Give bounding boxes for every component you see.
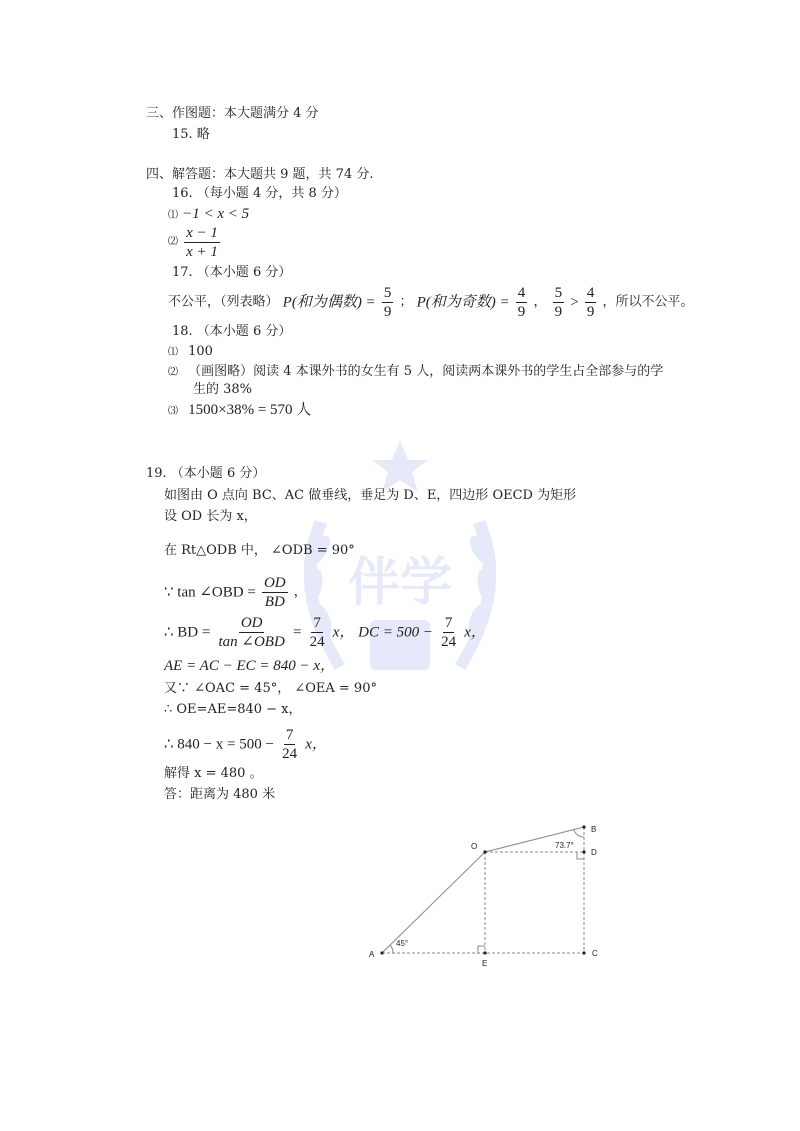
q17-even-fraction <box>382 284 394 321</box>
label-d: D <box>591 848 597 857</box>
q18-part3-answer: 1500×38% = 570 人 <box>188 402 312 418</box>
q19-line8: ∴ OE=AE=840 − x， <box>164 702 302 717</box>
q18-heading: 18. （本小题 6 分） <box>172 324 292 339</box>
q17-compare-b-den: 9 <box>586 304 595 320</box>
q17-conclusion: ，所以不公平。 <box>602 294 694 310</box>
segment-ao <box>382 852 485 953</box>
q19-line10: 解得 x = 480 。 <box>164 766 263 781</box>
q19-line9-prefix: ∴ 840 − x = 500 − <box>164 736 274 753</box>
q16-part2-number: ⑵ <box>168 236 178 248</box>
q18-part1-answer: 100 <box>188 344 213 359</box>
q17-odd-den: 9 <box>517 304 526 320</box>
q17-compare-b <box>585 284 597 321</box>
label-c: C <box>592 949 598 958</box>
q15-answer: 15. 略 <box>172 127 210 142</box>
q16-part2-fraction <box>184 224 220 261</box>
q17-p-even: P(和为偶数) = <box>282 294 376 311</box>
q19-line4-fraction <box>262 574 288 611</box>
q16-part1-answer: −1 < x < 5 <box>182 206 250 222</box>
angle-arc-b <box>574 830 584 837</box>
q19-line9-fraction <box>280 726 299 763</box>
q16-part1 <box>168 205 249 225</box>
q19-line5-ratio2-num: 7 <box>444 615 453 631</box>
q19-line4-num: OD <box>263 575 286 591</box>
q19-heading: 19. （本小题 6 分） <box>146 466 266 481</box>
q19-line4-den: BD <box>264 594 285 610</box>
q19-line5 <box>164 614 486 651</box>
section-3-title: 三、作图题：本大题满分 4 分 <box>146 106 319 121</box>
q16-part1-number: ⑴ <box>168 210 178 221</box>
q19-line9-tail: x， <box>305 736 327 753</box>
q16-heading: 16. （每小题 4 分，共 8 分） <box>172 186 347 201</box>
q17-verdict: 不公平，（列表略） <box>168 294 279 310</box>
q19-line5-den: tan ∠OBD <box>218 634 285 650</box>
angle-arc-a <box>390 945 393 953</box>
q17-heading: 17. （本小题 6 分） <box>172 265 292 280</box>
q17-odd-fraction <box>516 284 528 321</box>
q17-separator: ； <box>399 294 413 310</box>
label-b: B <box>591 825 597 834</box>
q18-part3-number: ⑶ <box>168 406 178 417</box>
q19-line7: 又∵ ∠OAC = 45°， ∠OEA = 90° <box>164 681 377 696</box>
section-4-title: 四、解答题：本大题共 9 题，共 74 分. <box>146 167 374 182</box>
q17-compare-b-num: 4 <box>586 285 595 301</box>
q17-odd-num: 4 <box>517 285 526 301</box>
q19-line5-ratio-den: 24 <box>309 634 325 650</box>
q19-line5-tail: x， <box>464 624 486 641</box>
q18-part3 <box>168 401 311 421</box>
q19-line9-den: 24 <box>282 746 298 762</box>
q19-line5-ratio-num: 7 <box>313 615 321 631</box>
q19-line5-equals: = <box>292 624 302 641</box>
q19-line1: 如图由 O 点向 BC、AC 做垂线，垂足为 D、E，四边形 OECD 为矩形 <box>164 488 577 503</box>
q19-line5-num: OD <box>240 615 263 631</box>
q19-line5-ratio <box>308 614 327 651</box>
q19-line2: 设 OD 长为 x， <box>164 509 257 524</box>
label-e: E <box>482 959 488 968</box>
q18-part2 <box>168 363 663 382</box>
q16-part2 <box>168 224 222 261</box>
q16-part2-denominator: x + 1 <box>186 244 218 260</box>
q17-even-den: 9 <box>383 304 392 320</box>
q19-line5-ratio2 <box>439 614 458 651</box>
q19-line5-prefix: ∴ BD = <box>164 624 211 641</box>
angle-label-a: 45° <box>396 939 409 948</box>
q17-even-num: 5 <box>383 285 392 301</box>
q17-p-odd: P(和为奇数) = <box>416 294 510 311</box>
q17-compare-a <box>553 284 565 321</box>
q16-part2-numerator: x − 1 <box>186 225 218 241</box>
q18-part1 <box>168 343 213 362</box>
angle-label-b: 73.7° <box>555 841 574 850</box>
label-a: A <box>369 950 375 959</box>
q19-line3: 在 Rt△ODB 中， ∠ODB = 90° <box>164 543 355 558</box>
q17-compare-a-den: 9 <box>554 304 563 320</box>
q19-line9 <box>164 726 327 763</box>
q19-line5-fraction <box>216 614 286 651</box>
q18-part2-number: ⑵ <box>168 367 178 378</box>
q17-answer-line: 不公平，（列表略） P(和为偶数) = $\frac{5}{9}$ ； P(和为奇数) = $\frac{4}{9}$ ， $\frac{5}{9}$ > $\frac{4}{9}$ ，所以不公平。 <box>168 285 694 320</box>
q19-line9-num: 7 <box>285 727 294 743</box>
q19-line4-prefix: ∵ tan ∠OBD = <box>164 584 256 601</box>
watermark-text: 伴学 <box>347 553 453 613</box>
q17-greater-than: > <box>570 294 579 311</box>
geometry-figure <box>355 815 615 970</box>
q17-compare-a-num: 5 <box>554 285 563 301</box>
q19-line4: ∵ tan ∠OBD = $\frac{OD}{BD}$ ， <box>164 575 307 610</box>
q18-part2-line2: 生的 38% <box>193 382 253 397</box>
q19-line6: AE = AC − EC = 840 − x， <box>164 658 336 674</box>
label-o: O <box>471 842 478 851</box>
q19-line5-ratio2-den: 24 <box>441 634 457 650</box>
q19-line5-dc: x， DC = 500 − <box>332 624 433 641</box>
q18-part2-line1: （画图略）阅读 4 本课外书的女生有 5 人，阅读两本课外书的学生占全部参与的学 <box>188 364 664 379</box>
q18-part1-number: ⑴ <box>168 347 178 358</box>
q19-answer: 答：距离为 480 米 <box>164 787 276 802</box>
